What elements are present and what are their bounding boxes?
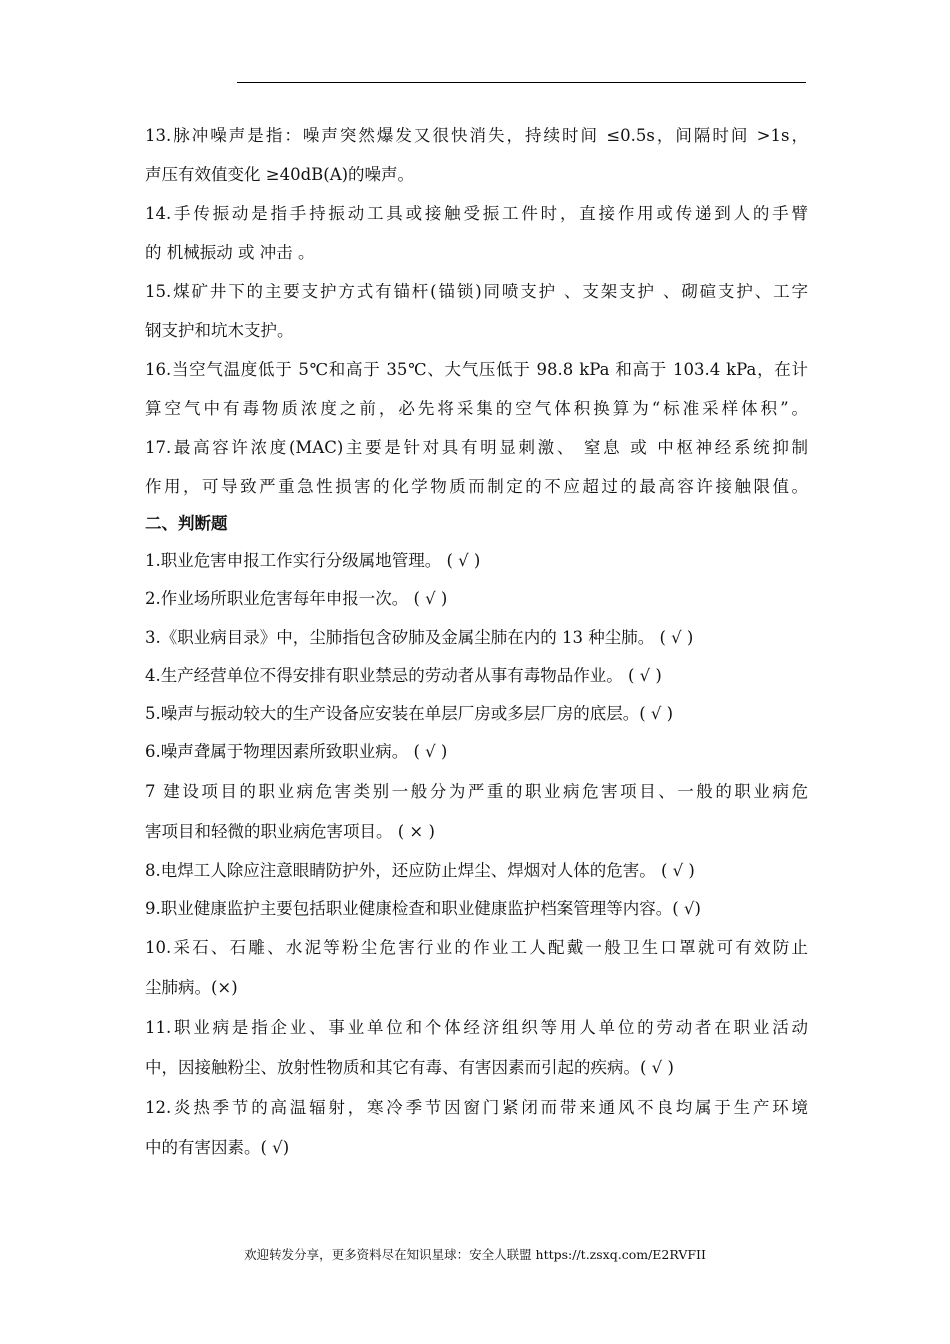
q16-line-1: 16.当空气温度低于 5℃和高于 35℃、大气压低于 98.8 kPa 和高于 103.4 kPa，在计 bbox=[145, 360, 808, 379]
q13-line-2: 声压有效值变化 ≥40dB(A)的噪声。 bbox=[145, 165, 415, 184]
tf-item-10-line-1: 10.采石、石雕、水泥等粉尘危害行业的作业工人配戴一般卫生口罩就可有效防止 bbox=[145, 938, 808, 958]
header-rule bbox=[237, 82, 806, 83]
tf-item-12-line-1: 12.炎热季节的高温辐射，寒冷季节因窗门紧闭而带来通风不良均属于生产环境 bbox=[145, 1098, 808, 1118]
tf-item-3: 3.《职业病目录》中，尘肺指包含矽肺及金属尘肺在内的 13 种尘肺。 ( √ ) bbox=[145, 627, 694, 647]
tf-item-10-line-2: 尘肺病。(×) bbox=[145, 978, 238, 998]
q17-line-2: 作用，可导致严重急性损害的化学物质而制定的不应超过的最高容许接触限值。 bbox=[145, 477, 808, 496]
page-body bbox=[145, 116, 808, 1168]
tf-item-7-line-1: 7 建设项目的职业病危害类别一般分为严重的职业病危害项目、一般的职业病危 bbox=[145, 781, 808, 801]
tf-item-4: 4.生产经营单位不得安排有职业禁忌的劳动者从事有毒物品作业。 ( √ ) bbox=[145, 665, 662, 685]
tf-item-8: 8.电焊工人除应注意眼睛防护外，还应防止焊尘、焊烟对人体的危害。 ( √ ) bbox=[145, 860, 695, 880]
q14-line-2: 的 机械振动 或 冲击 。 bbox=[145, 243, 315, 262]
q15-line-2: 钢支护和坑木支护。 bbox=[145, 321, 294, 340]
footer-share-note: 欢迎转发分享，更多资料尽在知识星球：安全人联盟 https://t.zsxq.com/E2RVFII bbox=[244, 1247, 706, 1262]
q16-line-2: 算空气中有毒物质浓度之前，必先将采集的空气体积换算为“标准采样体积”。 bbox=[145, 399, 808, 418]
tf-item-6: 6.噪声聋属于物理因素所致职业病。 ( √ ) bbox=[145, 742, 448, 762]
tf-item-7-line-2: 害项目和轻微的职业病危害项目。 ( × ) bbox=[145, 821, 435, 841]
q13-line-1: 13.脉冲噪声是指：噪声突然爆发又很快消失，持续时间 ≤0.5s，间隔时间 >1s， bbox=[145, 126, 808, 145]
tf-item-5: 5.噪声与振动较大的生产设备应安装在单层厂房或多层厂房的底层。( √ ) bbox=[145, 704, 674, 724]
q14-line-1: 14.手传振动是指手持振动工具或接触受振工件时，直接作用或传递到人的手臂 bbox=[145, 204, 808, 223]
section-title-true-false: 二、判断题 bbox=[145, 514, 228, 533]
q17-line-1: 17.最高容许浓度(MAC)主要是针对具有明显刺激、 窒息 或 中枢神经系统抑制 bbox=[145, 438, 808, 457]
tf-item-12-line-2: 中的有害因素。( √) bbox=[145, 1138, 290, 1158]
q15-line-1: 15.煤矿井下的主要支护方式有锚杆(锚锁)同喷支护 、支架支护 、砌碹支护、工字 bbox=[145, 282, 808, 301]
tf-item-11-line-2: 中，因接触粉尘、放射性物质和其它有毒、有害因素而引起的疾病。( √ ) bbox=[145, 1058, 674, 1078]
tf-item-2: 2.作业场所职业危害每年申报一次。 ( √ ) bbox=[145, 589, 448, 609]
tf-item-11-line-1: 11.职业病是指企业、事业单位和个体经济组织等用人单位的劳动者在职业活动 bbox=[145, 1018, 808, 1038]
tf-item-9: 9.职业健康监护主要包括职业健康检查和职业健康监护档案管理等内容。( √) bbox=[145, 899, 701, 919]
tf-item-1: 1.职业危害申报工作实行分级属地管理。 ( √ ) bbox=[145, 551, 481, 570]
